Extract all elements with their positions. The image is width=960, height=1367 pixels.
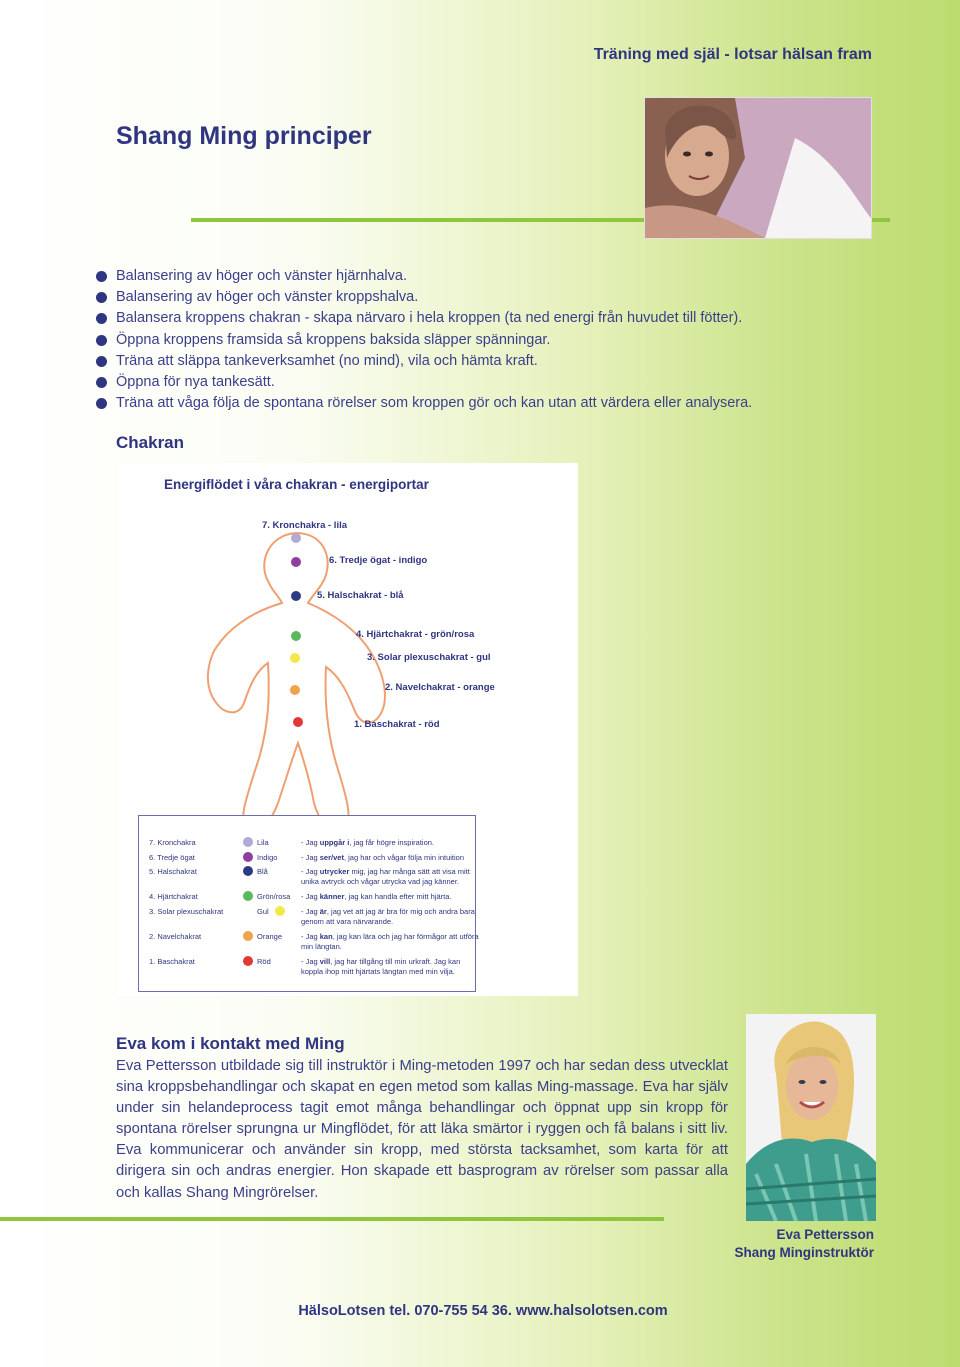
chakra-diagram	[118, 463, 578, 996]
color-dot	[243, 837, 253, 847]
header-title: Träning med själ - lotsar hälsan fram	[593, 46, 872, 63]
photo-caption-title: Shang Minginstruktör	[734, 1245, 874, 1260]
photo-woman-stretching	[644, 97, 872, 239]
chakra-dot-heart	[291, 631, 301, 641]
chakra-dot-solar-plexus	[290, 653, 300, 663]
color-dot	[243, 866, 253, 876]
list-item: Öppna kroppens framsida så kroppens baksida släpper spänningar.	[96, 330, 752, 351]
color-dot	[243, 956, 253, 966]
list-item: Öppna för nya tankesätt.	[96, 372, 752, 393]
list-item: Balansering av höger och vänster kroppshalva.	[96, 287, 752, 308]
bullet-dot	[96, 313, 107, 324]
bullet-dot	[96, 398, 107, 409]
chakra-dot-sacral	[290, 685, 300, 695]
photo-eva-portrait	[746, 1014, 876, 1221]
chakra-label: 7. Kronchakra - lila	[262, 520, 348, 531]
chakra-label: 2. Navelchakrat - orange	[385, 682, 495, 693]
bullet-dot	[96, 335, 107, 346]
chakra-label: 4. Hjärtchakrat - grön/rosa	[356, 629, 475, 640]
chakra-dot-root	[293, 717, 303, 727]
chakra-dot-third-eye	[291, 557, 301, 567]
section-heading-chakran: Chakran	[116, 433, 185, 452]
eva-body-text: Eva Pettersson utbildade sig till instruktör i Ming-metoden 1997 och har sedan dess utvecklat sina kroppsbehandlingar och skapat en egen metod som kallas Ming-massage. Eva har själv under sin helandeprocess tagit emot många behandlingar och öppnat upp sin kropp för spontana rörelser sprungna ur Mingflödet, för att läka smärtor i ryggen och få balans i sitt liv. Eva kommunicerar och använder sin kropp, med största tacksamhet, som karta för att dirigera sin och andras energier. Hon skapade ett basprogram av rörelser som passar alla och kallas Shang Mingrörelser.	[116, 1058, 728, 1201]
chakra-dot-throat	[291, 591, 301, 601]
page-title: Shang Ming principer	[116, 122, 372, 150]
divider	[0, 1217, 664, 1221]
bullet-dot	[96, 356, 107, 367]
list-item: Balansering av höger och vänster hjärnhalva.	[96, 266, 752, 287]
bullet-dot	[96, 271, 107, 282]
chakra-label: 6. Tredje ögat - indigo	[329, 555, 428, 566]
body-outline	[118, 463, 578, 823]
chakra-dot-crown	[291, 533, 301, 543]
diagram-title: Energiflödet i våra chakran - energiportar	[164, 477, 429, 492]
photo-caption-name: Eva Pettersson	[776, 1227, 874, 1242]
color-dot	[243, 852, 253, 862]
principles-list	[96, 266, 752, 414]
footer-contact: HälsoLotsen tel. 070-755 54 36. www.halsolotsen.com	[298, 1303, 668, 1319]
list-item: Balansera kroppens chakran - skapa närvaro i hela kroppen (ta ned energi från huvudet till fötter).	[96, 308, 752, 329]
list-item: Träna att våga följa de spontana rörelser som kroppen gör och kan utan att värdera eller analysera.	[96, 393, 752, 414]
chakra-legend-table: 7. Kronchakra Lila - Jag uppgår i, jag får högre inspiration. 6. Tredje ögat Indigo - Jag ser/vet, jag har och vågar följa min intuition 5. Halschakrat Blå - Jag utrycker mig, jag har många sätt att visa mitt unika avtryck och vågar utrycka vad jag känner. 4. Hjärtchakrat Grön/rosa - Jag känner, jag kan handla efter mitt hjärta. 3. Solar plexuschakrat Gul - Jag är, jag vet att jag är bra för mig och andra bara genom att vara närvarande. 2. Navelchakrat Orange - Jag kan, jag kan lära och jag har förmågor att utföra min längtan. 1. Baschakrat Röd - Jag vill, jag har tillgång till min urkraft. Jag kan koppla ihop mitt hjärtats längtan med min vilja.	[138, 815, 476, 992]
chakra-label: 1. Baschakrat - röd	[354, 719, 440, 730]
section-heading-eva: Eva kom i kontakt med Ming	[116, 1034, 345, 1053]
list-item: Träna att släppa tankeverksamhet (no mind), vila och hämta kraft.	[96, 351, 752, 372]
bullet-dot	[96, 377, 107, 388]
color-dot	[243, 931, 253, 941]
chakra-label: 5. Halschakrat - blå	[317, 590, 404, 601]
color-dot	[275, 906, 285, 916]
color-dot	[243, 891, 253, 901]
chakra-label: 3. Solar plexuschakrat - gul	[367, 652, 491, 663]
bullet-dot	[96, 292, 107, 303]
